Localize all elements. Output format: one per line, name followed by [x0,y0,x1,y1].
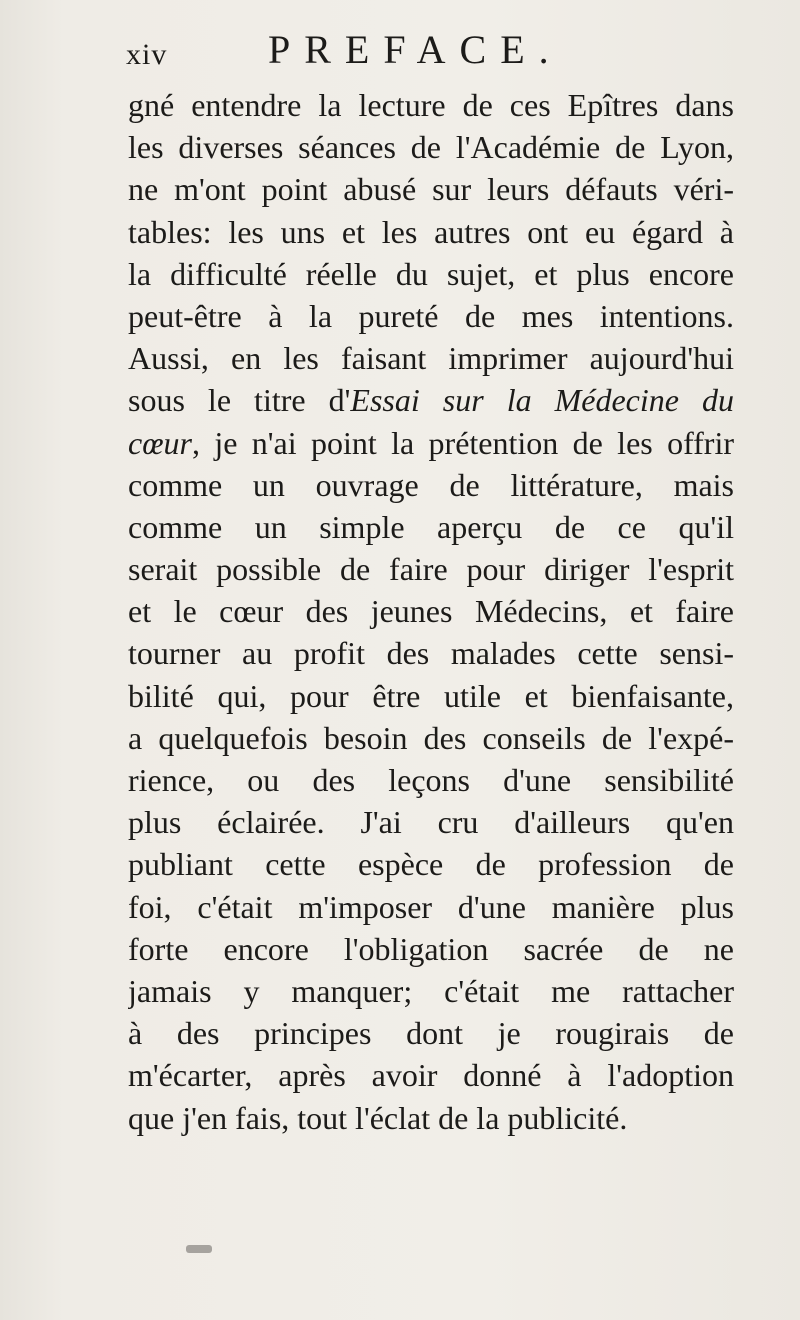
text-line: m'écarter, après avoir donné à l'adoption [128,1057,734,1094]
text-line [128,379,734,421]
book-title-italic: cœur [128,424,192,461]
text-line: forte encore l'obligation sacrée de ne [128,930,734,967]
text-line: à des principes dont je rougirais de [128,1015,734,1052]
text-line: publiant cette espèce de profession de [128,846,734,883]
text-line: a quelquefois besoin des conseils de l'expé- [128,719,734,756]
text-line: tables: les uns et les autres ont eu égard à [128,213,734,250]
running-title: PREFACE. [268,27,563,72]
ink-smudge [186,1245,212,1253]
text-line [128,422,734,464]
text-line: la difficulté réelle du sujet, et plus encore [128,255,734,292]
text-line: peut-être à la pureté de mes intentions. [128,297,734,334]
text-line: et le cœur des jeunes Médecins, et faire [128,593,734,630]
page-number: xiv [126,38,168,71]
text-line: les diverses séances de l'Académie de Lyon, [128,129,734,166]
page-header [126,26,740,76]
text-line: serait possible de faire pour diriger l'esprit [128,551,734,588]
text-line: comme un ouvrage de littérature, mais [128,466,734,503]
body-text [128,84,734,1139]
book-title-italic: Essai sur la Médecine du [350,382,734,419]
text-line: plus éclairée. J'ai cru d'ailleurs qu'en [128,804,734,841]
text-span: , je n'ai point la prétention de les offrir [192,424,734,461]
text-span: sous le titre d' [128,382,351,419]
text-line: tourner au profit des malades cette sensi- [128,635,734,672]
text-line: Aussi, en les faisant imprimer aujourd'hui [128,340,734,377]
text-line: foi, c'était m'imposer d'une manière plus [128,888,734,925]
text-line: gné entendre la lecture de ces Epîtres dans [128,87,734,123]
text-line: que j'en fais, tout l'éclat de la publicité. [128,1099,628,1136]
text-line: jamais y manquer; c'était me rattacher [128,972,734,1009]
text-line: comme un simple aperçu de ce qu'il [128,508,734,545]
text-line: bilité qui, pour être utile et bienfaisante, [128,677,734,714]
text-line: ne m'ont point abusé sur leurs défauts véri- [128,171,734,208]
text-line: rience, ou des leçons d'une sensibilité [128,762,734,798]
